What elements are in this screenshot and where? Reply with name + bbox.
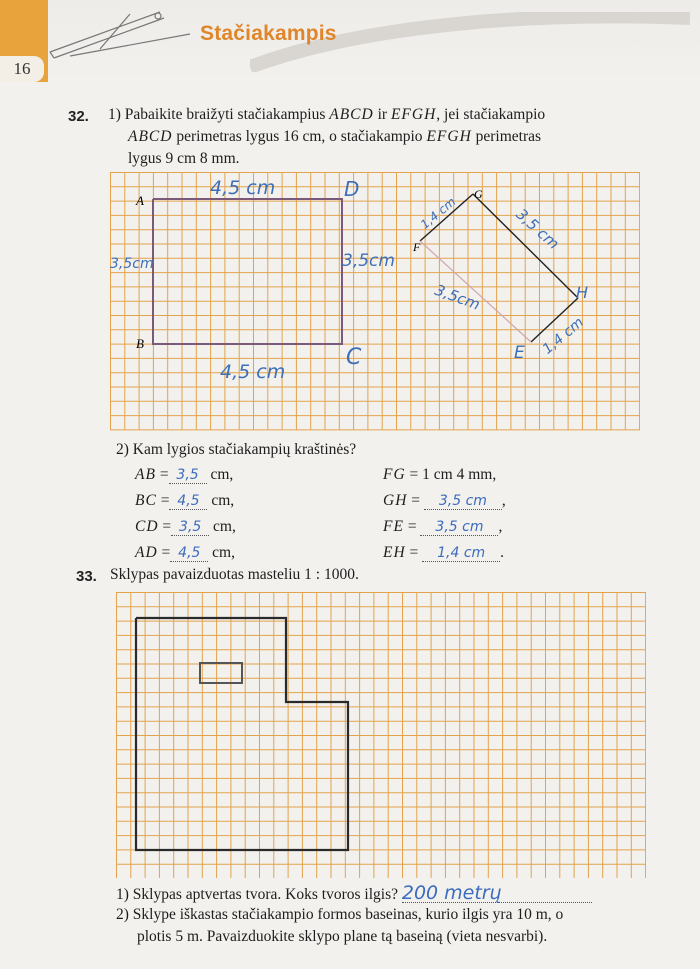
ex32-line3: lygus 9 cm 8 mm. — [128, 150, 240, 167]
hw-D: D — [344, 177, 360, 201]
hw-left: 3,5cm — [110, 256, 154, 272]
rect-abcd — [153, 199, 342, 344]
answer-fe: FE = 3,5 cm , — [383, 518, 503, 535]
label-G: G — [474, 187, 483, 201]
answer-ad: AD = 4,5 cm, — [135, 544, 235, 561]
hw-E: E — [514, 343, 525, 363]
answer-bc: BC = 4,5 cm, — [135, 492, 235, 509]
hw-top: 4,5 cm — [210, 177, 276, 199]
ex33-grid — [116, 592, 646, 878]
ex33-question2-line1: 2) Sklype iškastas stačiakampio formos baseinas, kurio ilgis yra 10 m, o — [116, 906, 564, 923]
drawing-tools-icon — [40, 4, 200, 64]
answer-fg: FG = 1 cm 4 mm, — [383, 466, 497, 483]
label-B: B — [136, 336, 144, 351]
hw-fg: 1,4 cm — [417, 194, 459, 232]
ex33-intro: Sklypas pavaizduotas masteliu 1 : 1000. — [110, 566, 359, 583]
q1-answer: 200 metrų — [402, 884, 592, 903]
page-number: 16 — [0, 56, 44, 82]
ex32-line1: 1) Pabaikite braižyti stačiakampius ABCD ir EFGH, jei stačiakampio — [108, 106, 546, 123]
hw-gh: 3,5 cm — [512, 205, 563, 253]
hw-C: C — [346, 345, 362, 370]
label-F: F — [413, 240, 421, 254]
exercise-32-number: 32. — [68, 108, 89, 125]
ex33-question2-line2: plotis 5 m. Pavaizduokite sklypo plane tą baseiną (vieta nesvarbi). — [137, 928, 548, 945]
hw-right-mid: 3,5cm — [342, 251, 395, 271]
ex32-line2: ABCD perimetras lygus 16 cm, o stačiakampio EFGH perimetras — [128, 128, 542, 145]
answer-eh: EH = 1,4 cm . — [383, 544, 505, 561]
ex32-grid — [110, 172, 640, 432]
hw-eh: 1,4 cm — [539, 314, 587, 358]
hw-H: H — [576, 283, 589, 302]
label-A: A — [136, 193, 144, 208]
answer-cd: CD = 3,5 cm, — [135, 518, 236, 535]
page-title: Stačiakampis — [200, 22, 337, 45]
ex33-question1: 1) Sklypas aptvertas tvora. Koks tvoros ilgis? 200 metrų — [116, 884, 592, 904]
answer-ab: AB = 3,5 cm, — [135, 466, 234, 483]
hw-bottom: 4,5 cm — [220, 361, 286, 383]
hw-fe: 3,5cm — [432, 280, 483, 314]
answer-gh: GH = 3,5 cm , — [383, 492, 506, 509]
exercise-33-number: 33. — [76, 568, 97, 585]
pool-rectangle — [200, 663, 242, 683]
ex32-part2-question: 2) Kam lygios stačiakampių kraštinės? — [116, 441, 357, 458]
